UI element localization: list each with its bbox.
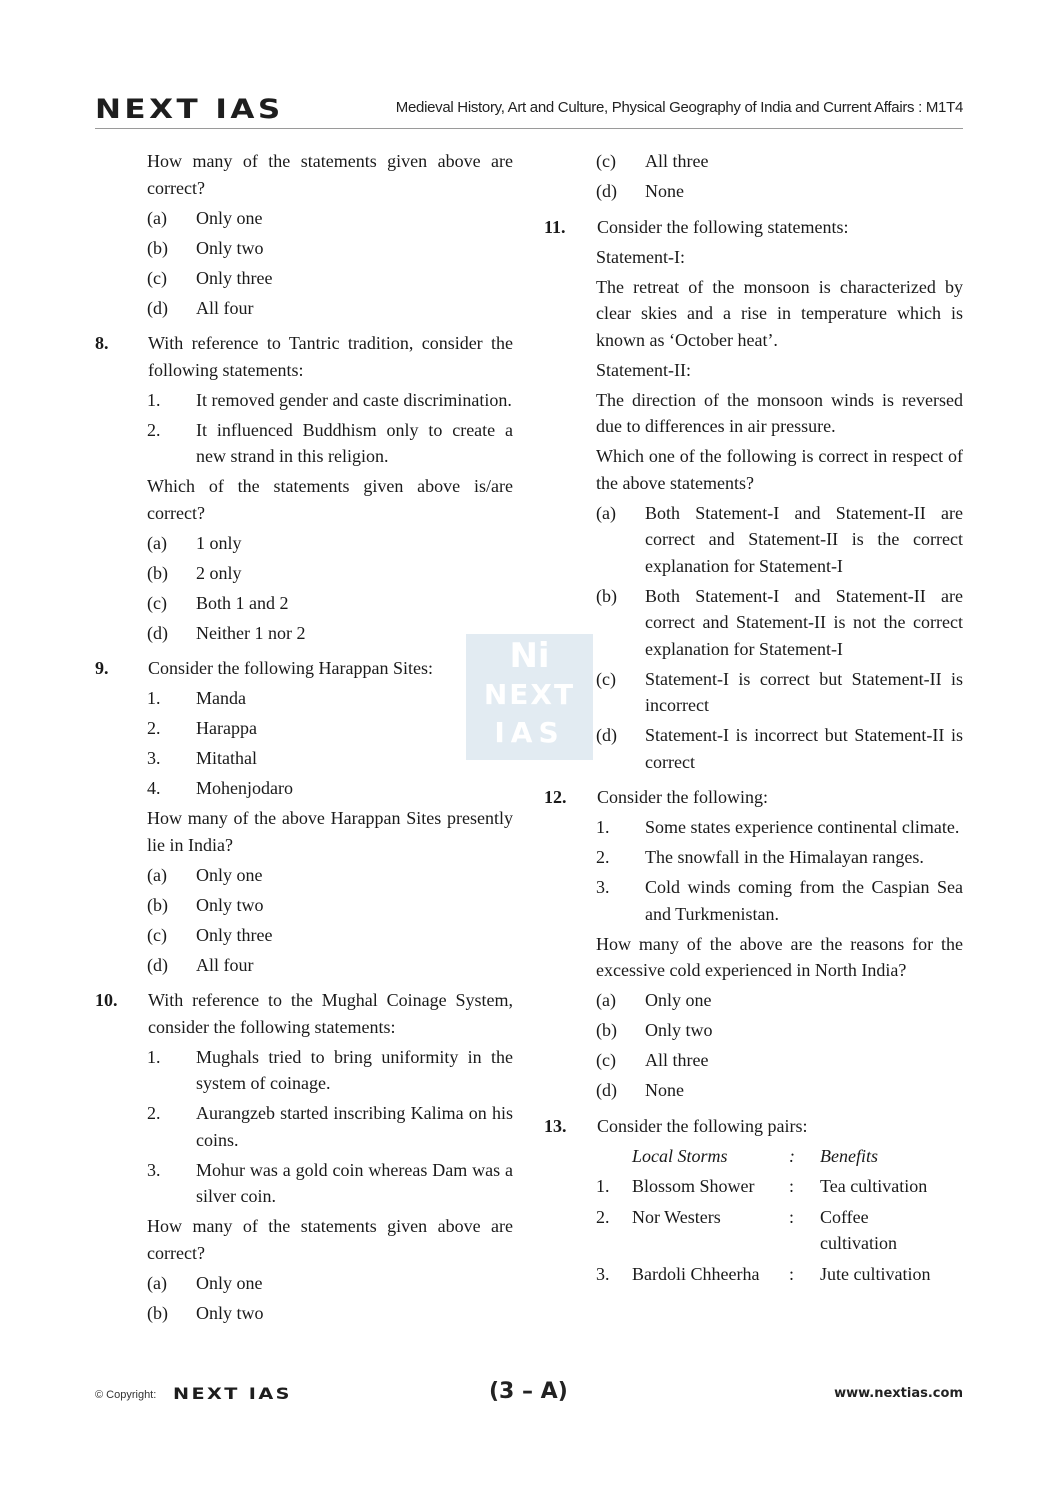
- statement-item: [95, 715, 513, 742]
- item-number: 2.: [147, 718, 161, 738]
- option-text: Both Statement-I and Statement-II are correct and Statement-II is the correct explanation for Statement-I: [645, 502, 963, 576]
- option-label: (b): [596, 1020, 617, 1040]
- option: [95, 530, 513, 557]
- item-text: Harappa: [196, 718, 257, 738]
- option-label: (b): [147, 1302, 168, 1323]
- option: [95, 620, 513, 647]
- statement-1-label: Statement-I:: [596, 246, 685, 267]
- option: [95, 862, 513, 889]
- question-9: [95, 655, 513, 682]
- item-number: 3.: [147, 1159, 161, 1180]
- option-text: All four: [196, 297, 254, 318]
- option-label: (c): [147, 924, 167, 945]
- option-text: Only two: [196, 894, 264, 915]
- item-text: Cold winds coming from the Caspian Sea and Turkmenistan.: [645, 877, 963, 924]
- option-label: (c): [147, 267, 167, 288]
- pair-separator: :: [789, 1263, 795, 1284]
- option-text: Only one: [196, 864, 263, 885]
- statement-item: [95, 1100, 513, 1153]
- question-number: 10.: [95, 990, 118, 1010]
- option: [544, 148, 963, 175]
- item-text: The snowfall in the Himalayan ranges.: [645, 847, 924, 867]
- item-text: Mughals tried to bring uniformity in the system of coinage.: [196, 1046, 513, 1093]
- item-text: It influenced Buddhism only to create a new strand in this religion.: [196, 419, 513, 466]
- option: [544, 178, 963, 205]
- footer-logo: NEXT IAS: [173, 1384, 292, 1403]
- option-text: All three: [645, 1050, 709, 1070]
- item-text: Manda: [196, 688, 246, 708]
- option: [95, 235, 513, 262]
- question-text: Consider the following:: [597, 787, 768, 807]
- pair-benefit: Coffee cultivation: [820, 1206, 897, 1253]
- option-label: (a): [147, 864, 167, 885]
- page-footer: [95, 1378, 963, 1412]
- statement-item: [95, 417, 513, 470]
- pair-benefit: Jute cultivation: [820, 1263, 931, 1284]
- subject-title: Medieval History, Art and Culture, Physical Geography of India and Current Affairs : M1T4: [395, 99, 963, 116]
- pair-row: [544, 1173, 963, 1200]
- item-number: 2.: [147, 1103, 161, 1123]
- option-label: (d): [596, 725, 617, 745]
- option: [95, 265, 513, 292]
- option: [95, 560, 513, 587]
- option-text: None: [645, 181, 684, 201]
- pair-number: 1.: [596, 1176, 610, 1196]
- watermark-next: NEXT: [483, 678, 576, 711]
- option-label: (d): [147, 297, 168, 318]
- option-label: (a): [596, 502, 616, 523]
- pair-row: [544, 1261, 963, 1288]
- option: [95, 205, 513, 232]
- question-11: [544, 214, 963, 241]
- question-stem: How many of the above Harappan Sites presently lie in India?: [147, 808, 513, 855]
- question-number: 9.: [95, 658, 109, 678]
- option-label: (b): [147, 237, 168, 258]
- question-stem: How many of the statements given above are correct?: [147, 151, 513, 198]
- column-a-heading: Local Storms: [632, 1145, 728, 1166]
- option: [544, 987, 963, 1014]
- statement-2-label: Statement-II:: [596, 359, 691, 380]
- question-stem: How many of the above are the reasons for the excessive cold experienced in North India?: [596, 933, 963, 980]
- item-text: Mohur was a gold coin whereas Dam was a silver coin.: [196, 1159, 513, 1206]
- item-number: 2.: [147, 419, 161, 440]
- page-number: (3 – A): [489, 1379, 568, 1404]
- option-text: Only three: [196, 924, 273, 945]
- option: [95, 952, 513, 979]
- option-label: (c): [596, 668, 616, 689]
- pairs-header: [544, 1143, 963, 1170]
- option: [95, 922, 513, 949]
- option-text: Only one: [645, 990, 712, 1010]
- item-number: 4.: [147, 778, 161, 798]
- question-12: [544, 784, 963, 811]
- option-text: Only one: [196, 207, 263, 228]
- option-text: All three: [645, 151, 709, 171]
- option-label: (b): [147, 894, 168, 915]
- option-label: (b): [147, 562, 168, 583]
- brand-logo: NEXT IAS: [95, 94, 284, 125]
- question-10: [95, 987, 513, 1040]
- option-label: (c): [147, 592, 167, 613]
- option-text: Only two: [645, 1020, 713, 1040]
- statement-2-text: The direction of the monsoon winds is reversed due to differences in air pressure.: [596, 389, 963, 436]
- option-label: (d): [147, 622, 168, 643]
- option-text: 2 only: [196, 562, 242, 583]
- question-text: Consider the following statements:: [597, 216, 849, 237]
- option: [544, 722, 963, 775]
- option-text: Statement-I is correct but Statement-II is incorrect: [645, 668, 963, 715]
- item-number: 1.: [147, 1046, 161, 1067]
- copyright-text: © Copyright:: [95, 1389, 157, 1401]
- watermark-ias: IAS: [494, 716, 565, 749]
- question-number: 11.: [544, 216, 566, 237]
- page-header: [95, 92, 963, 129]
- right-column: [544, 148, 963, 1291]
- statement-item: [95, 685, 513, 712]
- item-number: 1.: [147, 688, 161, 708]
- pair-separator: :: [789, 1206, 795, 1227]
- pair-storm: Blossom Shower: [632, 1176, 755, 1196]
- option-text: All four: [196, 954, 254, 975]
- option-label: (d): [596, 181, 617, 201]
- option: [544, 666, 963, 719]
- option-label: (d): [147, 954, 168, 975]
- option-text: 1 only: [196, 532, 242, 553]
- statement-item: [95, 1044, 513, 1097]
- option: [544, 1017, 963, 1044]
- pair-number: 3.: [596, 1263, 610, 1284]
- item-number: 1.: [596, 817, 610, 837]
- question-stem: How many of the statements given above are correct?: [147, 1216, 513, 1263]
- option: [95, 1300, 513, 1327]
- option-label: (a): [147, 207, 167, 228]
- question-stem: Which of the statements given above is/are correct?: [147, 476, 513, 523]
- option: [544, 1047, 963, 1074]
- option: [95, 1270, 513, 1297]
- item-number: 3.: [596, 877, 610, 897]
- option-label: (b): [596, 585, 617, 606]
- option-text: Only three: [196, 267, 273, 288]
- statement-item: [95, 745, 513, 772]
- option-label: (c): [596, 151, 616, 171]
- option-label: (a): [147, 532, 167, 553]
- statement-item: [544, 844, 963, 871]
- item-number: 2.: [596, 847, 610, 867]
- option-label: (a): [596, 990, 616, 1010]
- option: [544, 583, 963, 663]
- question-text: Consider the following Harappan Sites:: [148, 658, 433, 678]
- pair-row: [544, 1204, 963, 1257]
- option: [95, 892, 513, 919]
- question-13: [544, 1113, 963, 1140]
- option: [544, 1077, 963, 1104]
- option-label: (a): [147, 1272, 167, 1293]
- statement-1-text: The retreat of the monsoon is characterized by clear skies and a rise in temperature which is known as ‘October heat’.: [596, 276, 963, 350]
- question-text: Consider the following pairs:: [597, 1115, 808, 1136]
- item-text: Some states experience continental climate.: [645, 817, 960, 837]
- option-text: Only two: [196, 1302, 264, 1323]
- question-number: 8.: [95, 333, 109, 353]
- option-label: (c): [596, 1050, 616, 1070]
- question-stem: Which one of the following is correct in respect of the above statements?: [596, 446, 963, 493]
- statement-item: [544, 874, 963, 927]
- website-link[interactable]: www.nextias.com: [834, 1386, 963, 1401]
- statement-item: [95, 1157, 513, 1210]
- option: [544, 500, 963, 580]
- pair-number: 2.: [596, 1206, 610, 1227]
- question-number: 13.: [544, 1115, 567, 1136]
- item-text: Aurangzeb started inscribing Kalima on his coins.: [196, 1103, 513, 1150]
- option-text: Neither 1 nor 2: [196, 622, 306, 643]
- pair-separator: :: [789, 1176, 795, 1196]
- option: [95, 295, 513, 322]
- item-text: Mitathal: [196, 748, 257, 768]
- option-label: (d): [596, 1080, 617, 1100]
- item-number: 3.: [147, 748, 161, 768]
- pair-storm: Nor Westers: [632, 1206, 721, 1227]
- item-text: Mohenjodaro: [196, 778, 293, 798]
- option-text: Both 1 and 2: [196, 592, 289, 613]
- statement-item: [544, 814, 963, 841]
- watermark-mark: Ni: [509, 636, 550, 676]
- column-b-heading: Benefits: [820, 1145, 878, 1166]
- option-text: Only two: [196, 237, 264, 258]
- question-number: 12.: [544, 787, 567, 807]
- pair-storm: Bardoli Chheerha: [632, 1263, 760, 1284]
- option: [95, 590, 513, 617]
- pair-benefit: Tea cultivation: [820, 1176, 928, 1196]
- statement-item: [95, 387, 513, 414]
- item-number: 1.: [147, 389, 161, 410]
- option-text: Both Statement-I and Statement-II are correct and Statement-II is not the correct explanation for Statement-I: [645, 585, 963, 659]
- left-column: [95, 148, 513, 1330]
- item-text: It removed gender and caste discrimination.: [196, 389, 512, 410]
- statement-item: [95, 775, 513, 802]
- column-separator: :: [789, 1145, 795, 1166]
- question-text: With reference to Tantric tradition, consider the following statements:: [148, 333, 513, 380]
- question-8: [95, 330, 513, 383]
- option-text: None: [645, 1080, 684, 1100]
- option-text: Only one: [196, 1272, 263, 1293]
- question-text: With reference to the Mughal Coinage System, consider the following statements:: [148, 990, 513, 1037]
- option-text: Statement-I is incorrect but Statement-II is correct: [645, 725, 963, 772]
